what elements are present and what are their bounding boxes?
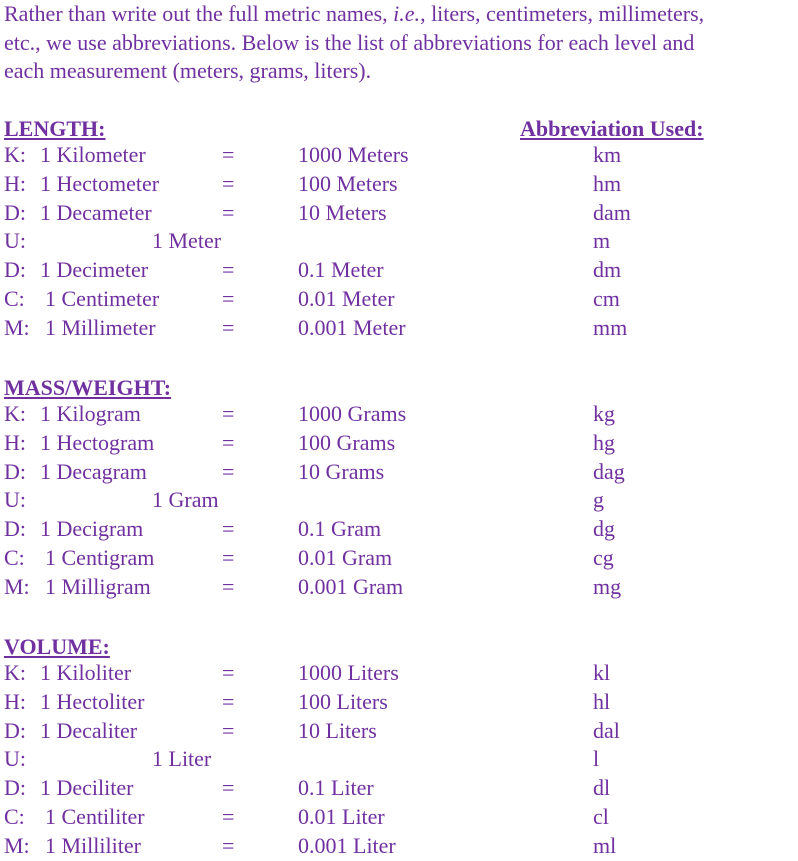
unit-label: 1 Centiliter bbox=[45, 804, 145, 829]
equals-sign: = bbox=[222, 458, 235, 484]
prefix-label: D: bbox=[4, 516, 26, 542]
prefix-label: D: bbox=[4, 717, 26, 743]
equals-sign: = bbox=[222, 573, 235, 599]
prefix-label: K: bbox=[4, 142, 26, 167]
prefix-label: U: bbox=[4, 228, 26, 254]
value-label: 0.001 Gram bbox=[298, 573, 404, 599]
table-row bbox=[0, 659, 798, 688]
abbreviation-label: kg bbox=[593, 401, 615, 426]
abbreviation-heading: Abbreviation Used: bbox=[520, 116, 704, 141]
table-row bbox=[0, 832, 798, 861]
abbreviation-label: m bbox=[593, 228, 611, 254]
table-row bbox=[0, 458, 798, 487]
prefix-label: D: bbox=[4, 257, 26, 283]
abbreviation-label: kl bbox=[593, 660, 611, 685]
table-row bbox=[0, 314, 798, 343]
table-row bbox=[0, 803, 798, 832]
abbreviation-label: cg bbox=[593, 545, 614, 570]
unit-label: 1 Centimeter bbox=[45, 286, 160, 311]
unit-label: 1 Deciliter bbox=[40, 775, 134, 801]
prefix-label: K: bbox=[4, 660, 26, 685]
equals-sign: = bbox=[222, 688, 235, 714]
unit-label: 1 Meter bbox=[152, 228, 222, 254]
equals-sign: = bbox=[222, 286, 235, 311]
abbreviation-label: l bbox=[593, 746, 600, 772]
table-row bbox=[0, 400, 798, 429]
section-title: MASS/WEIGHT: bbox=[4, 375, 172, 400]
abbreviation-label: dam bbox=[593, 199, 631, 225]
intro-ie: i.e. bbox=[393, 1, 421, 26]
equals-sign: = bbox=[222, 401, 235, 426]
table-row bbox=[0, 688, 798, 717]
abbreviation-label: cl bbox=[593, 804, 609, 829]
intro-line-1-a: Rather than write out the full metric names, bbox=[4, 1, 394, 26]
unit-label: 1 Kiloliter bbox=[40, 660, 132, 685]
value-label: 100 Meters bbox=[298, 170, 398, 196]
value-label: 100 Liters bbox=[298, 688, 388, 714]
unit-label: 1 Millimeter bbox=[45, 314, 156, 340]
equals-sign: = bbox=[222, 516, 235, 542]
unit-label: 1 Centigram bbox=[45, 545, 155, 570]
equals-sign: = bbox=[222, 717, 235, 743]
table-row bbox=[0, 285, 798, 314]
unit-label: 1 Liter bbox=[152, 746, 212, 772]
abbreviation-label: hl bbox=[593, 688, 611, 714]
unit-label: 1 Decagram bbox=[40, 458, 147, 484]
abbreviation-label: dg bbox=[593, 516, 615, 542]
equals-sign: = bbox=[222, 545, 235, 570]
equals-sign: = bbox=[222, 170, 235, 196]
unit-label: 1 Kilogram bbox=[40, 401, 141, 426]
unit-label: 1 Hectometer bbox=[40, 170, 160, 196]
value-label: 0.1 Meter bbox=[298, 257, 384, 283]
value-label: 100 Grams bbox=[298, 429, 396, 455]
unit-label: 1 Milliliter bbox=[45, 832, 141, 858]
value-label: 0.01 Meter bbox=[298, 286, 395, 311]
prefix-label: M: bbox=[4, 573, 30, 599]
abbreviation-label: hm bbox=[593, 170, 622, 196]
intro-line-2: etc., we use abbreviations. Below is the list of abbreviations for each level and bbox=[4, 29, 695, 55]
abbreviation-label: cm bbox=[593, 286, 620, 311]
table-row bbox=[0, 717, 798, 746]
abbreviation-label: g bbox=[593, 487, 604, 513]
unit-label: 1 Kilometer bbox=[40, 142, 146, 167]
value-label: 10 Grams bbox=[298, 458, 385, 484]
prefix-label: D: bbox=[4, 199, 26, 225]
unit-label: 1 Decameter bbox=[40, 199, 152, 225]
value-label: 0.001 Meter bbox=[298, 314, 406, 340]
table-row bbox=[0, 573, 798, 602]
prefix-label: U: bbox=[4, 746, 26, 772]
table-row bbox=[0, 170, 798, 199]
prefix-label: C: bbox=[4, 545, 25, 570]
equals-sign: = bbox=[222, 775, 235, 801]
equals-sign: = bbox=[222, 142, 235, 167]
prefix-label: H: bbox=[4, 170, 26, 196]
value-label: 1000 Meters bbox=[298, 142, 409, 167]
prefix-label: M: bbox=[4, 832, 30, 858]
intro-line-3: each measurement (meters, grams, liters). bbox=[4, 58, 372, 83]
value-label: 0.01 Liter bbox=[298, 804, 385, 829]
table-row bbox=[0, 486, 798, 515]
intro-line-1-b: , liters, centimeters, millimeters, bbox=[420, 1, 705, 26]
equals-sign: = bbox=[222, 804, 235, 829]
prefix-label: K: bbox=[4, 401, 26, 426]
unit-label: 1 Gram bbox=[152, 487, 219, 513]
abbreviation-label: km bbox=[593, 142, 622, 167]
unit-label: 1 Decigram bbox=[40, 516, 144, 542]
abbreviation-label: dl bbox=[593, 775, 611, 801]
table-row bbox=[0, 544, 798, 573]
prefix-label: M: bbox=[4, 314, 30, 340]
abbreviation-label: dag bbox=[593, 458, 625, 484]
unit-label: 1 Hectoliter bbox=[40, 688, 145, 714]
prefix-label: D: bbox=[4, 458, 26, 484]
table-row bbox=[0, 227, 798, 256]
value-label: 1000 Grams bbox=[298, 401, 407, 426]
value-label: 0.1 Gram bbox=[298, 516, 382, 542]
table-row bbox=[0, 429, 798, 458]
abbreviation-label: dal bbox=[593, 717, 620, 743]
value-label: 0.001 Liter bbox=[298, 832, 396, 858]
value-label: 10 Liters bbox=[298, 717, 377, 743]
unit-label: 1 Decimeter bbox=[40, 257, 149, 283]
table-row bbox=[0, 515, 798, 544]
value-label: 1000 Liters bbox=[298, 660, 399, 685]
abbreviation-label: dm bbox=[593, 257, 622, 283]
equals-sign: = bbox=[222, 257, 235, 283]
section-title: VOLUME: bbox=[4, 634, 110, 659]
intro-line-1 bbox=[4, 0, 798, 29]
abbreviation-label: ml bbox=[593, 832, 617, 858]
equals-sign: = bbox=[222, 199, 235, 225]
section-title: LENGTH: bbox=[4, 116, 106, 141]
prefix-label: D: bbox=[4, 775, 26, 801]
prefix-label: H: bbox=[4, 429, 26, 455]
equals-sign: = bbox=[222, 429, 235, 455]
prefix-label: U: bbox=[4, 487, 26, 513]
equals-sign: = bbox=[222, 832, 235, 858]
table-row bbox=[0, 774, 798, 803]
intro-paragraph bbox=[4, 0, 798, 86]
table-row bbox=[0, 745, 798, 774]
abbreviation-label: mg bbox=[593, 573, 622, 599]
table-row bbox=[0, 141, 798, 170]
prefix-label: H: bbox=[4, 688, 26, 714]
table-row bbox=[0, 199, 798, 228]
table-row bbox=[0, 256, 798, 285]
value-label: 10 Meters bbox=[298, 199, 387, 225]
prefix-label: C: bbox=[4, 804, 25, 829]
unit-label: 1 Milligram bbox=[45, 573, 151, 599]
abbreviation-label: hg bbox=[593, 429, 615, 455]
unit-label: 1 Decaliter bbox=[40, 717, 138, 743]
value-label: 0.01 Gram bbox=[298, 545, 393, 570]
value-label: 0.1 Liter bbox=[298, 775, 374, 801]
equals-sign: = bbox=[222, 314, 235, 340]
unit-label: 1 Hectogram bbox=[40, 429, 155, 455]
abbreviation-label: mm bbox=[593, 314, 628, 340]
equals-sign: = bbox=[222, 660, 235, 685]
prefix-label: C: bbox=[4, 286, 25, 311]
